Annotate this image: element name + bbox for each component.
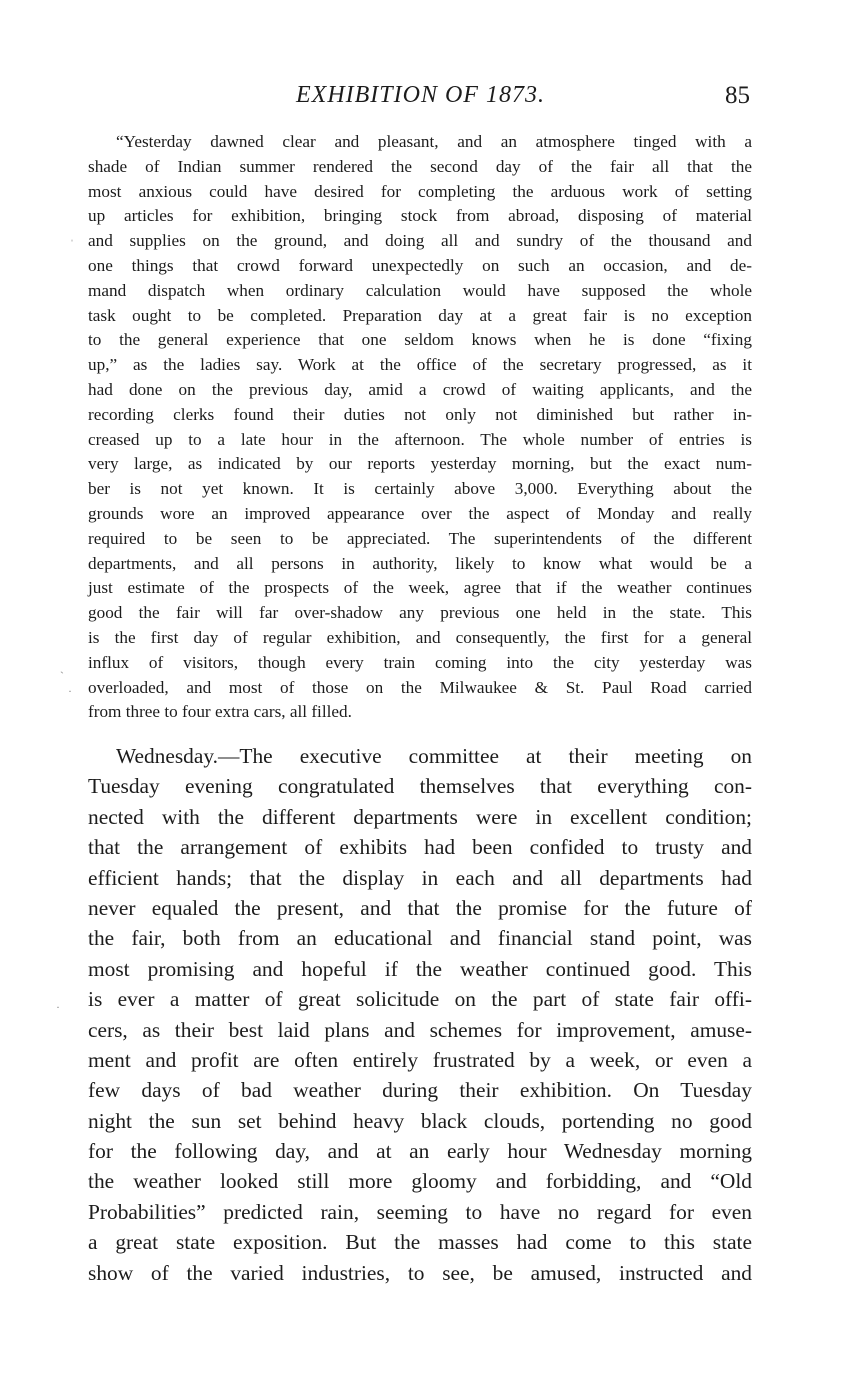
body-line: never equaled the present, and that the promise for the future of: [88, 895, 752, 920]
quote-line: required to be seen to be appreciated. The superintendents of the different: [88, 528, 752, 548]
print-speck: ·: [56, 1000, 60, 1014]
quote-line: one things that crowd forward unexpectedly on such an occasion, and de-: [88, 255, 752, 275]
body-line: Probabilities” predicted rain, seeming to have no regard for even: [88, 1199, 752, 1224]
body-line: that the arrangement of exhibits had been confided to trusty and: [88, 835, 752, 860]
body-line: the weather looked still more gloomy and forbidding, and “Old: [88, 1169, 752, 1194]
quote-line: just estimate of the prospects of the week, agree that if the weather continues: [88, 578, 752, 598]
quote-line: creased up to a late hour in the afternoon. The whole number of entries is: [88, 429, 752, 449]
quote-line: very large, as indicated by our reports yesterday morning, but the exact num-: [88, 454, 752, 474]
quote-line: from three to four extra cars, all filled.: [88, 702, 352, 722]
body-line: nected with the different departments were in excellent condition;: [88, 804, 752, 829]
quote-line: influx of visitors, though every train coming into the city yesterday was: [88, 652, 752, 672]
body-line: most promising and hopeful if the weather continued good. This: [88, 956, 752, 981]
running-title: EXHIBITION OF 1873.: [296, 82, 545, 108]
quote-line: good the fair will far over-shadow any previous one held in the state. This: [88, 603, 752, 623]
quote-line: task ought to be completed. Preparation day at a great fair is no exception: [88, 305, 752, 325]
print-speck: ˌ: [70, 228, 74, 242]
body-line: a great state exposition. But the masses had come to this state: [88, 1230, 752, 1255]
quote-line: departments, and all persons in authority, likely to know what would be a: [88, 553, 752, 573]
body-line: the fair, both from an educational and financial stand point, was: [88, 926, 752, 951]
quote-line: shade of Indian summer rendered the second day of the fair all that the: [88, 156, 752, 176]
quote-line: ber is not yet known. It is certainly above 3,000. Everything about the: [88, 479, 752, 499]
body-line: cers, as their best laid plans and schemes for improvement, amuse-: [88, 1017, 752, 1042]
quote-line: had done on the previous day, amid a crowd of waiting applicants, and the: [88, 379, 752, 399]
quote-line: up articles for exhibition, bringing stock from abroad, disposing of material: [88, 206, 752, 226]
print-speck: ˏ: [60, 660, 64, 674]
body-line: night the sun set behind heavy black clouds, portending no good: [88, 1108, 752, 1133]
body-line: Tuesday evening congratulated themselves that everything con-: [88, 774, 752, 799]
quote-line: overloaded, and most of those on the Milwaukee & St. Paul Road carried: [88, 677, 752, 697]
quote-line: most anxious could have desired for completing the arduous work of setting: [88, 181, 752, 201]
body-line: Wednesday.—The executive committee at their meeting on: [116, 744, 752, 768]
quote-line: mand dispatch when ordinary calculation would have supposed the whole: [88, 280, 752, 300]
body-line: is ever a matter of great solicitude on the part of state fair offi-: [88, 987, 752, 1012]
page-number: 85: [725, 82, 750, 109]
body-line: for the following day, and at an early hour Wednesday morning: [88, 1139, 752, 1164]
main-paragraph: [88, 741, 752, 1288]
body-line: show of the varied industries, to see, be amused, instructed and: [88, 1260, 752, 1285]
quote-line: recording clerks found their duties not only not diminished but rather in-: [88, 404, 752, 424]
running-head: [0, 80, 845, 114]
quoted-newspaper-paragraph: [88, 130, 752, 725]
quote-line: and supplies on the ground, and doing all and sundry of the thousand and: [88, 231, 752, 251]
quote-line: “Yesterday dawned clear and pleasant, and an atmosphere tinged with a: [116, 132, 752, 151]
quote-line: is the first day of regular exhibition, and consequently, the first for a general: [88, 627, 752, 647]
quote-line: up,” as the ladies say. Work at the office of the secretary progressed, as it: [88, 355, 752, 375]
quote-line: to the general experience that one seldom knows when he is done “fixing: [88, 330, 752, 350]
body-line: ment and profit are often entirely frustrated by a week, or even a: [88, 1047, 752, 1072]
quote-line: grounds wore an improved appearance over the aspect of Monday and really: [88, 503, 752, 523]
body-line: efficient hands; that the display in each and all departments had: [88, 865, 752, 890]
body-line: few days of bad weather during their exhibition. On Tuesday: [88, 1078, 752, 1103]
print-speck: ·: [68, 684, 72, 698]
